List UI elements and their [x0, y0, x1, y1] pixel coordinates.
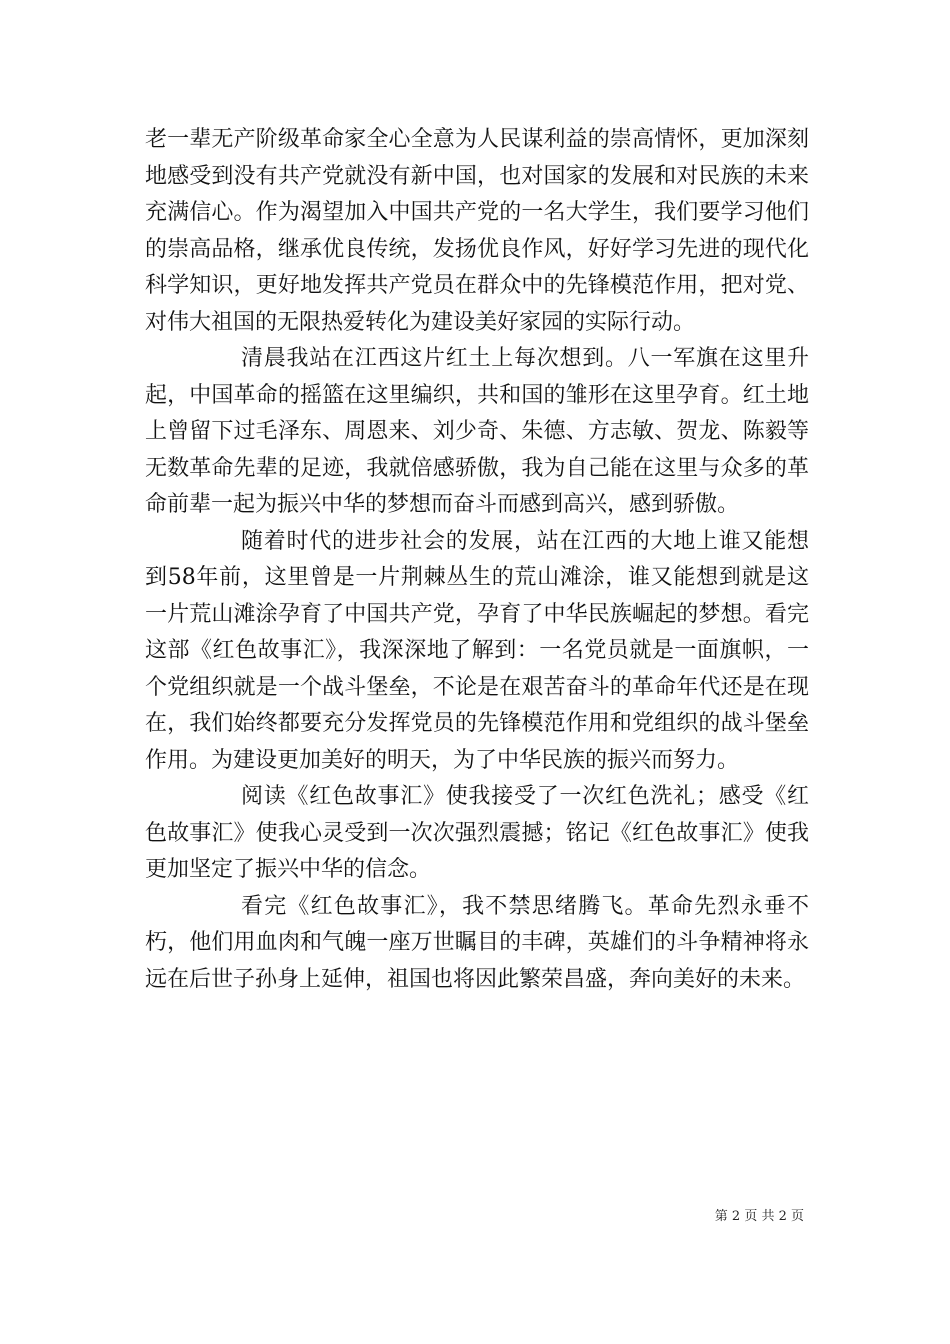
- paragraph: 随着时代的进步社会的发展，站在江西的大地上谁又能想到58年前，这里曾是一片荆棘丛生的荒山滩涂，谁又能想到就是这一片荒山滩涂孕育了中国共产党，孕育了中华民族崛起的梦想。看完这部《红色故事汇》，我深深地了解到：一名党员就是一面旗帜，一个党组织就是一个战斗堡垒，不论是在艰苦奋斗的革命年代还是在现在，我们始终都要充分发挥党员的先锋模范作用和党组织的战斗堡垒作用。为建设更加美好的明天，为了中华民族的振兴而努力。: [145, 528, 809, 773]
- paragraph-continued: 老一辈无产阶级革命家全心全意为人民谋利益的崇高情怀，更加深刻地感受到没有共产党就没有新中国，也对国家的发展和对民族的未来充满信心。作为渴望加入中国共产党的一名大学生，我们要学习他们的崇高品格，继承优良传统，发扬优良作风，好好学习先进的现代化科学知识，更好地发挥共产党员在群众中的先锋模范作用，把对党、对伟大祖国的无限热爱转化为建设美好家园的实际行动。: [145, 127, 809, 335]
- paragraph: 阅读《红色故事汇》使我接受了一次红色洗礼；感受《红色故事汇》使我心灵受到一次次强烈震撼；铭记《红色故事汇》使我更加坚定了振兴中华的信念。: [145, 784, 809, 882]
- paragraph: 清晨我站在江西这片红土上每次想到。八一军旗在这里升起，中国革命的摇篮在这里编织，共和国的雏形在这里孕育。红土地上曾留下过毛泽东、周恩来、刘少奇、朱德、方志敏、贺龙、陈毅等无数革命先辈的足迹，我就倍感骄傲，我为自己能在这里与众多的革命前辈一起为振兴中华的梦想而奋斗而感到高兴，感到骄傲。: [145, 346, 809, 517]
- page-number-footer: 第 2 页 共 2 页: [714, 1209, 804, 1224]
- document-body: [145, 122, 809, 998]
- paragraph: 看完《红色故事汇》，我不禁思绪腾飞。革命先烈永垂不朽，他们用血肉和气魄一座万世瞩目的丰碑，英雄们的斗争精神将永远在后世子孙身上延伸，祖国也将因此繁荣昌盛，奔向美好的未来。: [145, 893, 809, 992]
